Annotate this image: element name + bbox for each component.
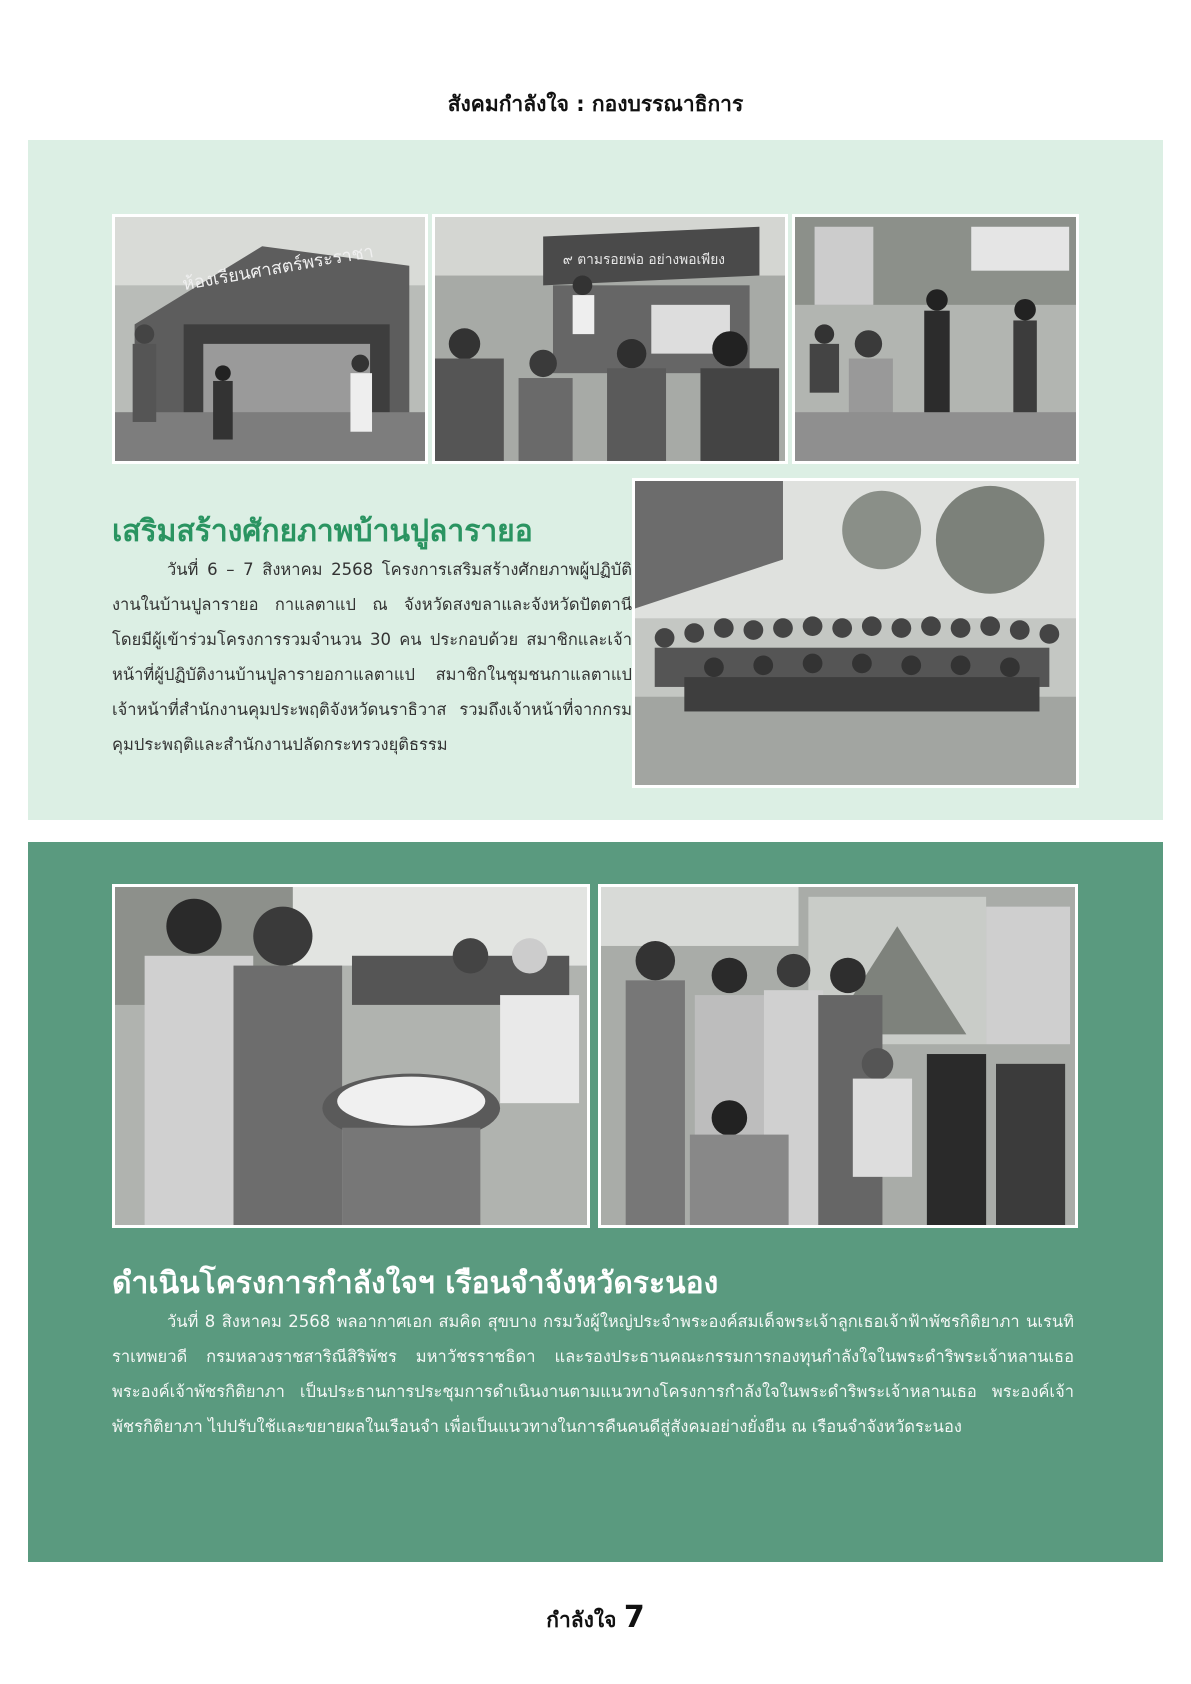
art-workshop-image <box>601 887 1075 1225</box>
learning-center-image <box>115 217 425 461</box>
footer-label: กำลังใจ <box>546 1608 617 1632</box>
photo-group <box>632 478 1079 788</box>
section2-body: วันที่ 8 สิงหาคม 2568 พลอากาศเอก สมคิด สุขบาง กรมวังผู้ใหญ่ประจำพระองค์สมเด็จพระเจ้าลูกเธอเจ้าฟ้าพัชรกิติยาภา นเรนทิราเทพยวดี กรมหลวงราชสาริณีสิริพัชร มหาวัชรราชธิดา และรองประธานคณะกรรมการกองทุนกำลังใจในพระดำริพระเจ้าหลานเธอ พระองค์เจ้าพัชรกิติยาภา เป็นประธานการประชุมการดำเนินงานตามแนวทางโครงการกำลังใจในพระดำริพระเจ้าหลานเธอ พระองค์เจ้าพัชรกิติยาภา ไปปรับใช้และขยายผลในเรือนจำ เพื่อเป็นแนวทางในการคืนคนดีสู่สังคมอย่างยั่งยืน ณ เรือนจำจังหวัดระนอง <box>112 1312 1074 1436</box>
presentation-booth-image <box>435 217 785 461</box>
photo-product-display <box>112 884 590 1228</box>
section1-body: วันที่ 6 – 7 สิงหาคม 2568 โครงการเสริมสร้างศักยภาพผู้ปฏิบัติงานในบ้านปูลารายอ กาแลตาแป ณ จังหวัดสงขลาและจังหวัดปัตตานี โดยมีผู้เข้าร่วมโครงการรวมจำนวน 30 คน ประกอบด้วย สมาชิกและเจ้าหน้าที่ผู้ปฏิบัติงานบ้านปูลารายอกาแลตาแป สมาชิกในชุมชนกาแลตาแป เจ้าหน้าที่สำนักงานคุมประพฤติจังหวัดนราธิวาส รวมถึงเจ้าหน้าที่จากกรมคุมประพฤติและสำนักงานปลัดกระทรวงยุติธรรม <box>112 560 632 754</box>
outdoor-talk-image <box>795 217 1076 461</box>
page-number: 7 <box>623 1600 645 1635</box>
section2-title: ดำเนินโครงการกำลังใจฯ เรือนจำจังหวัดระนอง <box>112 1266 719 1301</box>
photo-outdoor-talk <box>792 214 1079 464</box>
sign-text: ๙ ตามรอยพ่อ อย่างพอเพียง <box>562 251 726 268</box>
photo-learning-center <box>112 214 428 464</box>
section1-title: เสริมสร้างศักยภาพบ้านปูลารายอ <box>112 514 533 549</box>
photo-art-workshop <box>598 884 1078 1228</box>
page-header: สังคมกำลังใจ : กองบรรณาธิการ <box>447 92 744 116</box>
group-photo-image <box>635 481 1076 785</box>
photo-presentation-booth <box>432 214 788 464</box>
product-display-image <box>115 887 587 1225</box>
page-footer <box>0 1600 1191 1637</box>
sign-text: ห้องเรียนศาสตร์พระราชา <box>181 242 376 296</box>
